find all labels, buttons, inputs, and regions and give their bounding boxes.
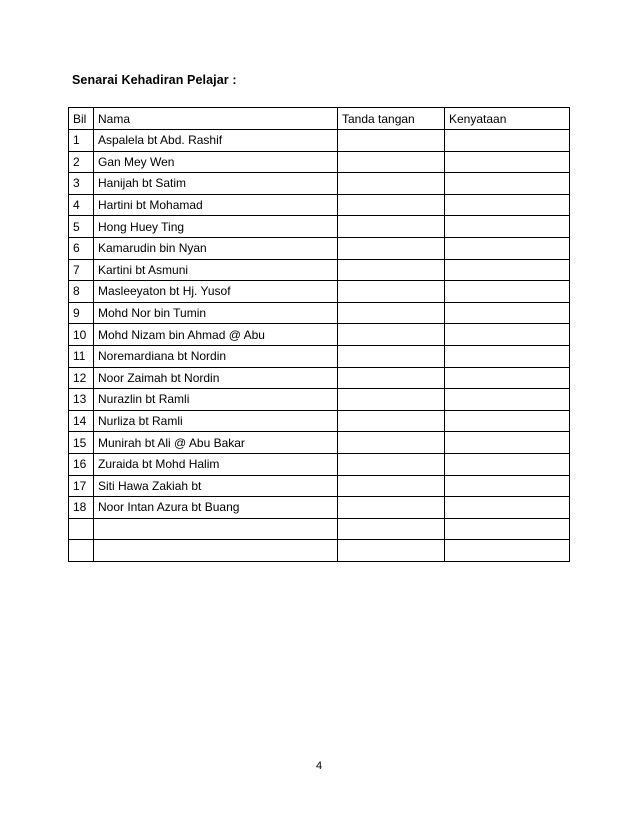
cell-tanda-tangan <box>338 130 445 152</box>
cell-kenyataan <box>445 367 570 389</box>
cell-tanda-tangan <box>338 540 445 562</box>
cell-kenyataan <box>445 302 570 324</box>
cell-kenyataan <box>445 281 570 303</box>
cell-kenyataan <box>445 345 570 367</box>
cell-bil: 4 <box>69 194 94 216</box>
document-title: Senarai Kehadiran Pelajar : <box>72 73 237 87</box>
cell-bil <box>69 540 94 562</box>
table-row <box>69 151 570 173</box>
cell-bil: 18 <box>69 497 94 519</box>
cell-nama: Hanijah bt Satim <box>94 173 338 195</box>
table-row <box>69 130 570 152</box>
cell-tanda-tangan <box>338 216 445 238</box>
cell-tanda-tangan <box>338 432 445 454</box>
cell-tanda-tangan <box>338 237 445 259</box>
table-row <box>69 259 570 281</box>
cell-nama: Nurazlin bt Ramli <box>94 389 338 411</box>
cell-nama: Munirah bt Ali @ Abu Bakar <box>94 432 338 454</box>
cell-bil: 10 <box>69 324 94 346</box>
cell-nama: Masleeyaton bt Hj. Yusof <box>94 281 338 303</box>
cell-tanda-tangan <box>338 453 445 475</box>
cell-nama: Mohd Nizam bin Ahmad @ Abu <box>94 324 338 346</box>
header-tanda-tangan: Tanda tangan <box>338 108 445 130</box>
table-row <box>69 518 570 540</box>
cell-nama: Hartini bt Mohamad <box>94 194 338 216</box>
table-row <box>69 194 570 216</box>
cell-bil: 17 <box>69 475 94 497</box>
cell-tanda-tangan <box>338 475 445 497</box>
table-row <box>69 237 570 259</box>
cell-kenyataan <box>445 432 570 454</box>
cell-kenyataan <box>445 389 570 411</box>
cell-nama: Siti Hawa Zakiah bt <box>94 475 338 497</box>
cell-kenyataan <box>445 475 570 497</box>
cell-bil: 15 <box>69 432 94 454</box>
cell-bil: 1 <box>69 130 94 152</box>
cell-tanda-tangan <box>338 518 445 540</box>
table-row <box>69 302 570 324</box>
cell-nama: Gan Mey Wen <box>94 151 338 173</box>
cell-nama <box>94 518 338 540</box>
table-row <box>69 389 570 411</box>
cell-nama: Noor Zaimah bt Nordin <box>94 367 338 389</box>
cell-tanda-tangan <box>338 259 445 281</box>
cell-kenyataan <box>445 173 570 195</box>
table-row <box>69 281 570 303</box>
table-header-row <box>69 108 570 130</box>
table-row <box>69 475 570 497</box>
table-row <box>69 453 570 475</box>
cell-nama: Zuraida bt Mohd Halim <box>94 453 338 475</box>
table-row <box>69 540 570 562</box>
cell-tanda-tangan <box>338 410 445 432</box>
header-kenyataan: Kenyataan <box>445 108 570 130</box>
cell-kenyataan <box>445 130 570 152</box>
cell-kenyataan <box>445 453 570 475</box>
cell-tanda-tangan <box>338 173 445 195</box>
cell-bil: 8 <box>69 281 94 303</box>
cell-bil: 13 <box>69 389 94 411</box>
cell-kenyataan <box>445 540 570 562</box>
table-row <box>69 216 570 238</box>
cell-bil: 12 <box>69 367 94 389</box>
cell-kenyataan <box>445 410 570 432</box>
cell-kenyataan <box>445 497 570 519</box>
cell-tanda-tangan <box>338 194 445 216</box>
attendance-table <box>68 107 570 562</box>
header-nama: Nama <box>94 108 338 130</box>
cell-tanda-tangan <box>338 367 445 389</box>
page-number: 4 <box>315 760 323 772</box>
table-row <box>69 173 570 195</box>
cell-bil: 2 <box>69 151 94 173</box>
cell-bil: 11 <box>69 345 94 367</box>
cell-bil: 7 <box>69 259 94 281</box>
cell-kenyataan <box>445 518 570 540</box>
cell-bil <box>69 518 94 540</box>
cell-nama <box>94 540 338 562</box>
header-bil: Bil <box>69 108 94 130</box>
cell-bil: 6 <box>69 237 94 259</box>
cell-tanda-tangan <box>338 389 445 411</box>
cell-nama: Aspalela bt Abd. Rashif <box>94 130 338 152</box>
attendance-table-body <box>69 130 570 562</box>
cell-nama: Kamarudin bin Nyan <box>94 237 338 259</box>
table-row <box>69 345 570 367</box>
cell-nama: Kartini bt Asmuni <box>94 259 338 281</box>
cell-kenyataan <box>445 151 570 173</box>
cell-bil: 9 <box>69 302 94 324</box>
cell-nama: Hong Huey Ting <box>94 216 338 238</box>
cell-kenyataan <box>445 259 570 281</box>
table-row <box>69 324 570 346</box>
cell-bil: 3 <box>69 173 94 195</box>
table-row <box>69 432 570 454</box>
cell-bil: 16 <box>69 453 94 475</box>
cell-tanda-tangan <box>338 281 445 303</box>
cell-tanda-tangan <box>338 497 445 519</box>
cell-nama: Noremardiana bt Nordin <box>94 345 338 367</box>
table-row <box>69 497 570 519</box>
table-row <box>69 410 570 432</box>
cell-tanda-tangan <box>338 302 445 324</box>
cell-bil: 14 <box>69 410 94 432</box>
cell-bil: 5 <box>69 216 94 238</box>
table-row <box>69 367 570 389</box>
cell-kenyataan <box>445 237 570 259</box>
cell-tanda-tangan <box>338 151 445 173</box>
cell-kenyataan <box>445 194 570 216</box>
cell-kenyataan <box>445 324 570 346</box>
cell-nama: Nurliza bt Ramli <box>94 410 338 432</box>
cell-tanda-tangan <box>338 324 445 346</box>
cell-kenyataan <box>445 216 570 238</box>
cell-nama: Noor Intan Azura bt Buang <box>94 497 338 519</box>
cell-nama: Mohd Nor bin Tumin <box>94 302 338 324</box>
cell-tanda-tangan <box>338 345 445 367</box>
